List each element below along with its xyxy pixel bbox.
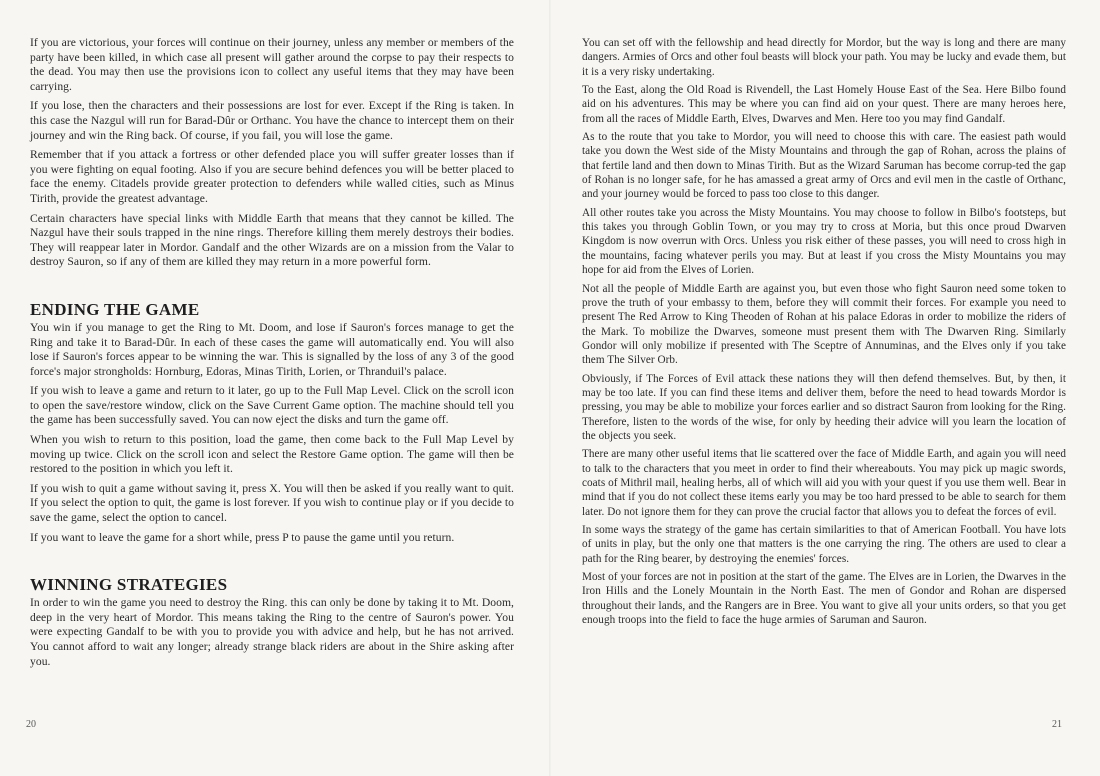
body-paragraph: When you wish to return to this position, load the game, then come back to the Full Map Level by moving up twice. Click on the scroll icon and select the Restore Game option. The game will then be restored to the position in which you left it. [30, 433, 514, 476]
section-spacer [30, 275, 514, 301]
right-page [550, 0, 1100, 776]
body-paragraph: As to the route that you take to Mordor, you will need to choose this with care. The easiest path would take you down the West side of the Misty Mountains and through the gap of Rohan, across the plains of that fertile land and then down to Minas Tirith. But as the Wizard Saruman has become corrup-ted the gap of Rohan is no longer safe, for he has amassed a great army of Orcs and evil men in the castle of Orthanc, and your journey would be forced to pass too close to this danger. [582, 131, 1066, 201]
body-paragraph: If you are victorious, your forces will continue on their journey, unless any member or members of the party have been killed, in which case all present will gather around the corpse to pay their respects to the dead. You may then use the provisions icon to collect any useful items that they may have been carrying. [30, 36, 514, 93]
body-paragraph: There are many other useful items that lie scattered over the face of Middle Earth, and again you will need to talk to the characters that you meet in order to find their whereabouts. You may pick up magic swords, coats of Mithril mail, healing herbs, all of which will aid you with your quest if you use them well. Bear in mind that if you do not collect these items early you may be too hard pressed to be able to search for them later. Do not ignore them for they can prove the crucial factor that allows you to defeat the forces of evil. [582, 448, 1066, 518]
body-paragraph: In order to win the game you need to destroy the Ring. this can only be done by taking it to Mt. Doom, deep in the very heart of Mordor. This means taking the Ring to the centre of Sauron's power. You were expecting Gandalf to be with you to provide you with advice and help, but he has not arrived. You cannot afford to wait any longer; already strange black riders are about in the Shire asking after you. [30, 596, 514, 668]
body-paragraph: If you lose, then the characters and their possessions are lost for ever. Except if the Ring is taken. In this case the Nazgul will run for Barad-Dûr or Orthanc. You have the chance to intercept them on their journey and win the Ring back. Of course, if you fail, you will lose the game. [30, 99, 514, 142]
body-paragraph: To the East, along the Old Road is Rivendell, the Last Homely House East of the Sea. Here Bilbo found aid on his adventures. This may be where you can find aid on your quest. There are many heroes here, from all the races of Middle Earth, Elves, Dwarves and Men. Here too you may find Gandalf. [582, 84, 1066, 125]
body-paragraph: Obviously, if The Forces of Evil attack these nations they will then defend themselves. But, by then, it may be too late. If you can find these items and deliver them, before the need to head towards Mordor is pressing, you may be able to mobilize your forces earlier and so distract Sauron from looking for the Ring. Therefore, listen to the words of the wise, for only by heeding their advice will you learn the location of the objects you seek. [582, 372, 1066, 442]
section-spacer [30, 550, 514, 576]
body-paragraph: If you want to leave the game for a short while, press P to pause the game until you return. [30, 530, 455, 544]
body-paragraph: Not all the people of Middle Earth are against you, but even those who fight Sauron need some token to prove the truth of your embassy to them, before they will commit their forces. For example you need to present The Red Arrow to King Theoden of Rohan at his palace Edoras in order to mobilize the riders of the Mark. To mobilize the Dwarves, someone must present them with The Dwarven Ring. Similarly Gondor will only mobilize if presented with The Sceptre of Annuminas, and the Elves only if you take them The Silver Orb. [582, 282, 1066, 367]
body-paragraph: You win if you manage to get the Ring to Mt. Doom, and lose if Sauron's forces manage to get the Ring and take it to Barad-Dûr. In each of these cases the game will automatically end. You will also lose if Sauron's forces appear to be winning the war. This is signalled by the loss of any 3 of the good force's major strongholds: Hornburg, Edoras, Minas Tirith, Lorien, or Thranduil's palace. [30, 320, 514, 378]
body-paragraph: Most of your forces are not in position at the start of the game. The Elves are in Lorien, the Dwarves in the Iron Hills and the Lonely Mountain in the North East. The men of Gondor and Rohan are dispersed throughout their lands, and the Rangers are in Bree. You want to give all your units orders, so that you get enough troops into the field to face the huge armies of Saruman and Sauron. [582, 571, 1066, 627]
page-number: 20 [26, 719, 36, 730]
section-heading-ending: ENDING THE GAME [30, 299, 200, 319]
body-paragraph: If you wish to leave a game and return to it later, go up to the Full Map Level. Click on the scroll icon to open the save/restore window, click on the Save Current Game option. The machine should tell you the game has been successfully saved. You can now eject the disks and turn the game off. [30, 384, 514, 427]
body-paragraph: In some ways the strategy of the game has certain similarities to that of American Football. You have lots of units in play, but the only one that matters is the one carrying the ring. The others are used to clear a path for the Ring bearer, by destroying the enemies' forces. [582, 524, 1066, 565]
body-paragraph: If you wish to quit a game without saving it, press X. You will then be asked if you really want to quit. If you select the option to quit, the game is lost forever. If you wish to continue play or if you decide to save the game, select the option to cancel. [30, 481, 514, 525]
body-paragraph: All other routes take you across the Misty Mountains. You may choose to follow in Bilbo's footsteps, but this takes you through Goblin Town, or you may try to cross at Moria, but this once proud Dwarven Kingdom is now overrun with Orcs. Unless you risk either of these passes, you will need to cross high in the mountains, facing whatever perils you may. But at least if you cross the Misty Mountains you may hope for aid from the Elves of Lorien. [582, 206, 1066, 277]
body-paragraph: Remember that if you attack a fortress or other defended place you will suffer greater losses than if you were fighting on equal footing. Also if you are secure behind defences you will be better placed to face the enemy. Citadels provide greater protection to defenders while walled cities, such as Minus Tirith, provide the greatest advantage. [30, 148, 514, 205]
page-number: 21 [1052, 719, 1062, 730]
body-paragraph: Certain characters have special links with Middle Earth that means that they cannot be killed. The Nazgul have their souls trapped in the nine rings. Therefore killing them merely destroys their bodies. They will reappear later in Mordor. Gandalf and the other Wizards are on a mission from the Valar to destroy Sauron, so if any of them are killed they may return in a more powerful form. [30, 211, 514, 269]
body-paragraph: You can set off with the fellowship and head directly for Mordor, but the way is long and there are many dangers. Armies of Orcs and other foul beasts will block your path. You may be lucky and evade them, but it is a very risky undertaking. [582, 37, 1066, 78]
section-heading-winning: WINNING STRATEGIES [30, 575, 228, 595]
